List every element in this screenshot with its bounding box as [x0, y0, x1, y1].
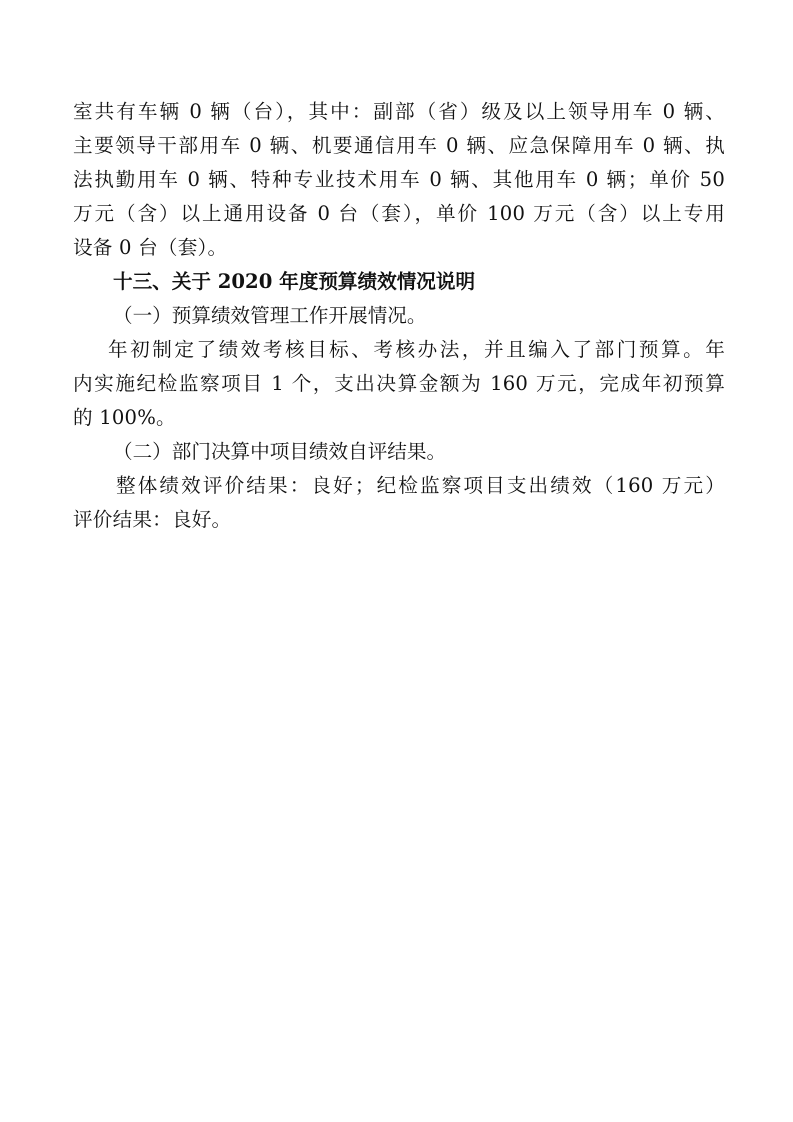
paragraph-line: 万元（含）以上通用设备 0 台（套），单价 100 万元（含）以上专用	[73, 202, 725, 225]
paragraph-line: 整体绩效评价结果：良好；纪检监察项目支出绩效（160 万元）	[116, 474, 725, 497]
subsection-title: （二）部门决算中项目绩效自评结果。	[113, 440, 447, 463]
paragraph-line: 的 100%。	[73, 406, 176, 429]
subsection-title: （一）预算绩效管理工作开展情况。	[113, 304, 427, 327]
paragraph-line: 法执勤用车 0 辆、特种专业技术用车 0 辆、其他用车 0 辆；单价 50	[73, 168, 725, 191]
paragraph-line: 设备 0 台（套）。	[73, 236, 228, 259]
paragraph-line: 主要领导干部用车 0 辆、机要通信用车 0 辆、应急保障用车 0 辆、执	[73, 134, 725, 157]
paragraph-line: 内实施纪检监察项目 1 个，支出决算金额为 160 万元，完成年初预算	[73, 372, 725, 395]
section-heading: 十三、关于 2020 年度预算绩效情况说明	[113, 270, 476, 293]
paragraph-line: 室共有车辆 0 辆（台），其中：副部（省）级及以上领导用车 0 辆、	[73, 100, 725, 123]
paragraph-line: 评价结果：良好。	[73, 508, 232, 531]
paragraph-line: 年初制定了绩效考核目标、考核办法，并且编入了部门预算。年	[108, 338, 725, 361]
